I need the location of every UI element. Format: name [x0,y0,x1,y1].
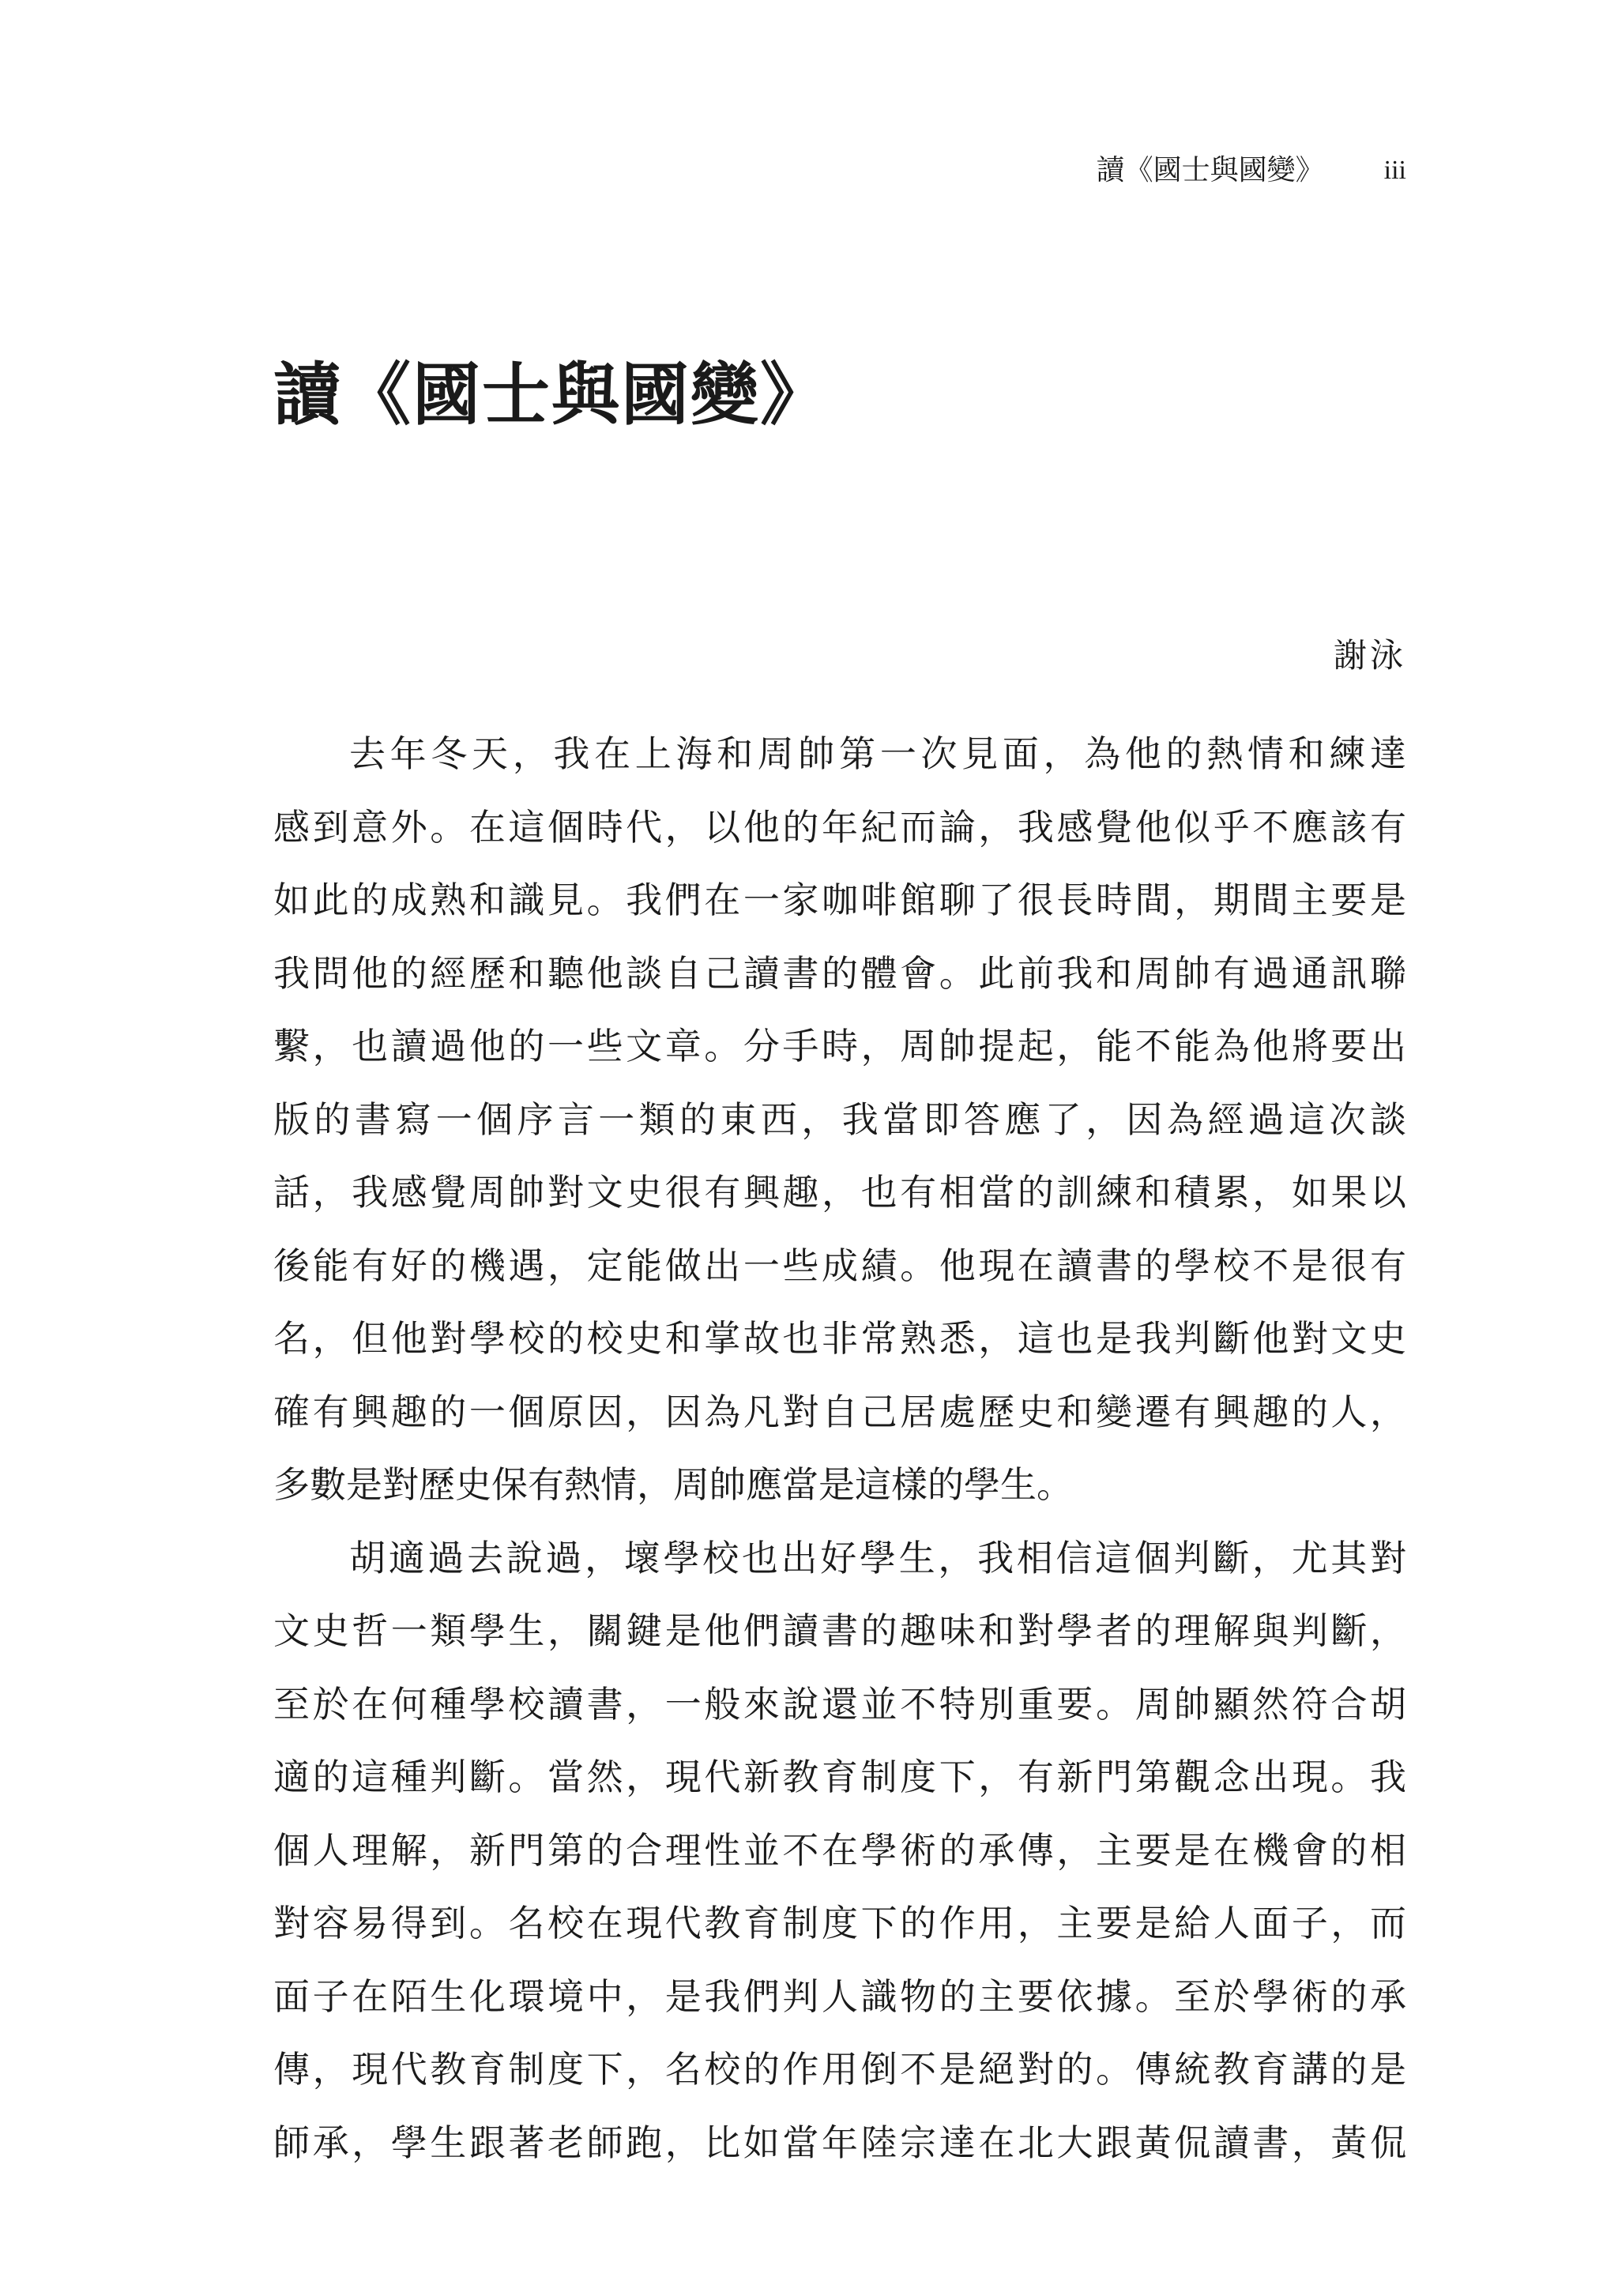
text-line: 去年冬天，我在上海和周帥第一次見面，為他的熱情和練達 [349,732,1406,775]
author-name: 謝泳 [1333,636,1406,675]
page-number: iii [1383,156,1406,185]
text-line: 後能有好的機遇，定能做出一些成績。他現在讀書的學校不是很有 [273,1244,1406,1287]
text-line: 至於在何種學校讀書，一般來說還並不特別重要。周帥顯然符合胡 [273,1682,1406,1726]
text-line: 話，我感覺周帥對文史很有興趣，也有相當的訓練和積累，如果以 [273,1171,1406,1214]
text-line: 繫，也讀過他的一些文章。分手時，周帥提起，能不能為他將要出 [273,1025,1406,1067]
text-line: 版的書寫一個序言一類的東西，我當即答應了，因為經過這次談 [273,1097,1406,1141]
text-line: 文史哲一類學生，關鍵是他們讀書的趣味和對學者的理解與判斷， [273,1609,1406,1652]
text-line: 我問他的經歷和聽他談自己讀書的體會。此前我和周帥有過通訊聯 [273,951,1406,995]
text-line: 多數是對歷史保有熱情，周帥應當是這樣的學生。 [273,1463,1073,1506]
chapter-title: 讀《國士與國變》 [273,355,830,435]
text-line: 面子在陌生化環境中，是我們判人識物的主要依據。至於學術的承 [273,1974,1406,2018]
text-line: 對容易得到。名校在現代教育制度下的作用，主要是給人面子，而 [273,1902,1406,1944]
text-line: 師承，學生跟著老師跑，比如當年陸宗達在北大跟黃侃讀書，黃侃 [273,2121,1406,2164]
text-line: 如此的成熟和識見。我們在一家咖啡館聊了很長時間，期間主要是 [273,879,1406,921]
text-line: 名，但他對學校的校史和掌故也非常熟悉，這也是我判斷他對文史 [273,1317,1406,1360]
text-line: 確有興趣的一個原因，因為凡對自己居處歷史和變遷有興趣的人， [273,1390,1406,1433]
body-text [273,717,1406,2179]
running-header [948,147,1406,194]
text-line: 適的這種判斷。當然，現代新教育制度下，有新門第觀念出現。我 [273,1756,1406,1798]
running-header-title: 讀《國士與國變》 [1096,154,1324,186]
text-line: 個人理解，新門第的合理性並不在學術的承傳，主要是在機會的相 [273,1828,1406,1872]
text-line: 胡適過去說過，壞學校也出好學生，我相信這個判斷，尤其對 [349,1536,1406,1579]
text-line: 感到意外。在這個時代，以他的年紀而論，我感覺他似乎不應該有 [273,805,1406,849]
text-line: 傳，現代教育制度下，名校的作用倒不是絕對的。傳統教育講的是 [273,2048,1406,2091]
